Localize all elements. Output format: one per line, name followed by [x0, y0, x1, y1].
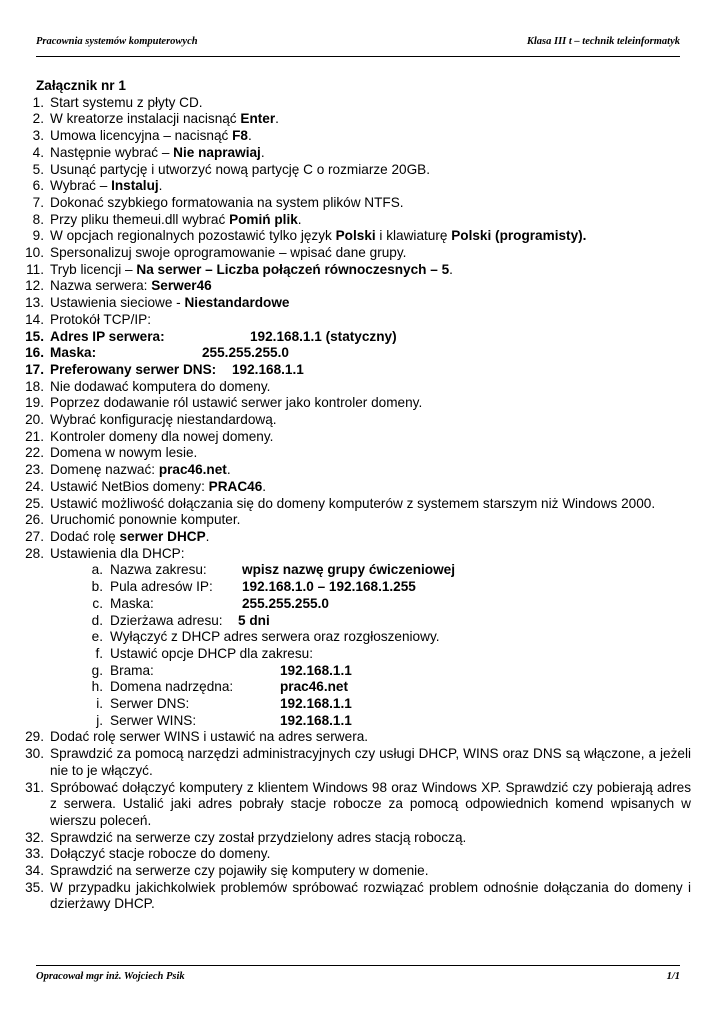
sub-item-body	[110, 646, 313, 663]
list-item	[16, 429, 691, 446]
list-item	[16, 312, 691, 329]
item-text	[50, 278, 691, 295]
sub-list-item	[88, 679, 691, 696]
item-emphasis: 255.255.255.0	[202, 345, 289, 361]
item-number: 12.	[25, 278, 44, 294]
item-text	[50, 412, 691, 429]
item-number: 15.	[25, 328, 44, 344]
list-item	[16, 512, 691, 529]
item-text-part: .	[158, 178, 163, 194]
item-number: 5.	[32, 161, 44, 177]
item-text	[50, 312, 691, 329]
item-emphasis: prac46.net	[158, 462, 227, 478]
item-emphasis: Enter	[240, 111, 276, 127]
item-text: Spróbować dołączyć komputery z klientem Windows 98 oraz Windows XP. Sprawdzić czy pobierają adres z serwera. Ustalić jaki adres pobrały stacje robocze za pomocą odpowiednich komend wpisanych w wierszu poleceń.	[50, 779, 691, 828]
header-right-text: Klasa III t – technik teleinformatyk	[526, 36, 680, 47]
item-emphasis: Polski (programisty).	[451, 228, 587, 244]
item-number: 32.	[25, 829, 44, 845]
sub-item-letter: h.	[91, 679, 103, 695]
item-number: 16.	[25, 345, 44, 361]
item-number: 13.	[25, 295, 44, 311]
list-item	[16, 780, 691, 830]
sub-item-label: Domena nadrzędna:	[110, 679, 234, 695]
list-item	[16, 379, 691, 396]
item-text	[50, 379, 691, 396]
item-text: Sprawdzić za pomocą narzędzi administracyjnych czy usługi DHCP, WINS oraz DNS są włączone, a jeżeli nie to je włączyć.	[50, 746, 691, 778]
item-text-part: Dokonać szybkiego formatowania na system plików NTFS.	[50, 194, 404, 210]
item-text	[50, 145, 691, 162]
document-title: Załącznik nr 1	[36, 78, 126, 93]
item-number: 30.	[25, 746, 44, 762]
list-item	[16, 445, 691, 462]
item-text: Dodać rolę serwer WINS i ustawić na adres serwera.	[50, 729, 369, 745]
item-emphasis: Pomiń plik	[229, 211, 298, 227]
item-text: Sprawdzić na serwerze czy został przydzielony adres stacją roboczą.	[50, 829, 467, 845]
sub-list-item	[88, 629, 691, 646]
list-item	[16, 496, 691, 513]
item-number: 18.	[25, 378, 44, 394]
sub-item-value: 192.168.1.1	[280, 712, 352, 728]
list-item	[16, 746, 691, 779]
item-text-part: .	[247, 128, 252, 144]
item-number: 3.	[32, 128, 44, 144]
item-text-part: .	[449, 261, 453, 277]
item-emphasis: 192.168.1.1	[232, 361, 304, 377]
sub-list-item	[88, 596, 691, 613]
list-item	[16, 178, 691, 195]
item-text	[50, 295, 691, 312]
item-text	[50, 479, 691, 496]
sub-item-letter: g.	[91, 662, 103, 678]
sub-item-body	[110, 629, 440, 646]
item-number: 33.	[25, 846, 44, 862]
list-item	[16, 329, 691, 346]
item-text	[50, 546, 691, 563]
list-item	[16, 846, 691, 863]
item-text	[50, 162, 691, 179]
sub-item-letter: a.	[91, 562, 103, 578]
item-text-part: .	[260, 144, 265, 160]
item-text-part: W opcjach regionalnych pozostawić tylko język	[50, 228, 336, 244]
sub-item-label: Wyłączyć z DHCP adres serwera oraz rozgłoszeniowy.	[110, 629, 440, 645]
list-item	[16, 111, 691, 128]
item-text	[50, 496, 691, 513]
sub-list-item	[88, 579, 691, 596]
item-number: 9.	[32, 228, 44, 244]
item-text-part: Start systemu z płyty CD.	[50, 94, 203, 110]
item-number: 20.	[25, 412, 44, 428]
sub-item-body	[110, 679, 348, 696]
item-text-part: Tryb licencji –	[50, 261, 137, 277]
sub-item-label: Ustawić opcje DHCP dla zakresu:	[110, 645, 313, 661]
sub-list-item	[88, 696, 691, 713]
item-emphasis: Niestandardowe	[184, 295, 290, 311]
sub-item-label: Serwer WINS:	[110, 712, 197, 728]
item-text	[50, 512, 691, 529]
sub-item-value: wpisz nazwę grupy ćwiczeniowej	[242, 562, 456, 578]
item-text-part: Usunąć partycję i utworzyć nową partycję C o rozmiarze 20GB.	[50, 161, 431, 177]
sub-item-label: Brama:	[110, 662, 154, 678]
item-number: 7.	[32, 194, 44, 210]
item-text-part: Protokół TCP/IP:	[50, 311, 151, 327]
item-number: 31.	[25, 779, 44, 795]
list-item	[16, 362, 691, 379]
item-number: 2.	[32, 111, 44, 127]
sub-item-body	[110, 696, 352, 713]
sub-item-value: 192.168.1.0 – 192.168.1.255	[242, 579, 416, 595]
item-text-part: Następnie wybrać –	[50, 144, 174, 160]
item-number: 4.	[32, 144, 44, 160]
item-text: Dołączyć stacje robocze do domeny.	[50, 846, 271, 862]
item-text-part: Uruchomić ponownie komputer.	[50, 512, 241, 528]
item-text-part: Spersonalizuj swoje oprogramowanie – wpisać dane grupy.	[50, 245, 407, 261]
item-number: 24.	[25, 478, 44, 494]
item-emphasis: F8	[232, 128, 248, 144]
item-text-part: i klawiaturę	[375, 228, 452, 244]
sub-item-value: prac46.net	[280, 679, 349, 695]
list-item	[16, 479, 691, 496]
page-number: 1/1	[666, 971, 680, 982]
instruction-list-continued	[16, 729, 691, 913]
item-emphasis: Adres IP serwera:	[50, 328, 165, 344]
item-text	[50, 462, 691, 479]
item-text	[50, 95, 691, 112]
item-emphasis: Maska:	[50, 345, 97, 361]
sub-item-body	[110, 663, 352, 680]
item-text-part: Umowa licencyjna – nacisnąć	[50, 128, 233, 144]
document-body	[16, 78, 691, 913]
item-number: 23.	[25, 462, 44, 478]
sub-item-letter: c.	[92, 595, 103, 611]
sub-item-value: 192.168.1.1	[280, 696, 352, 712]
sub-item-body	[110, 713, 352, 730]
sub-item-letter: b.	[91, 579, 103, 595]
item-text	[50, 262, 691, 279]
item-text-part: Poprzez dodawanie ról ustawić serwer jako kontroler domeny.	[50, 395, 423, 411]
item-text	[50, 445, 691, 462]
item-number: 34.	[25, 863, 44, 879]
item-number: 35.	[25, 879, 44, 895]
item-text	[50, 529, 691, 546]
list-item	[16, 462, 691, 479]
sub-list-item	[88, 646, 691, 663]
item-text-part: Ustawić możliwość dołączania się do domeny komputerów z systemem starszym niż Windows 2000.	[50, 495, 656, 511]
item-text	[50, 128, 691, 145]
item-text	[50, 111, 691, 128]
list-item	[16, 395, 691, 412]
item-number: 11.	[26, 261, 44, 277]
sub-item-label: Dzierżawa adresu:	[110, 612, 223, 628]
sub-list-item	[88, 613, 691, 630]
item-number: 17.	[25, 361, 44, 377]
list-item	[16, 529, 691, 546]
item-text-part: Domenę nazwać:	[50, 462, 159, 478]
item-text	[50, 228, 691, 245]
item-number: 21.	[25, 428, 44, 444]
item-text-part: .	[262, 478, 267, 494]
list-item	[16, 295, 691, 312]
list-item	[16, 128, 691, 145]
item-text-part: .	[275, 111, 279, 127]
item-text-part: Nazwa serwera:	[50, 278, 152, 294]
item-text-part: .	[226, 462, 231, 478]
list-item	[16, 278, 691, 295]
sub-list-item	[88, 663, 691, 680]
item-text-part: Wybrać –	[50, 178, 112, 194]
item-number: 6.	[32, 178, 44, 194]
item-number: 28.	[25, 545, 44, 561]
item-emphasis: Instaluj	[111, 178, 159, 194]
item-emphasis: Serwer46	[151, 278, 212, 294]
item-text	[50, 395, 691, 412]
list-item	[16, 412, 691, 429]
item-number: 19.	[25, 395, 44, 411]
sub-item-value: 255.255.255.0	[242, 595, 329, 611]
sub-item-letter: i.	[96, 696, 103, 712]
item-text	[50, 245, 691, 262]
sub-item-body	[110, 562, 455, 579]
item-emphasis: 192.168.1.1 (statyczny)	[250, 328, 397, 344]
footer-author: Opracował mgr inż. Wojciech Psik	[36, 971, 185, 982]
header-left-text: Pracownia systemów komputerowych	[36, 36, 198, 47]
item-text-part: Przy pliku themeui.dll wybrać	[50, 211, 230, 227]
item-text: Sprawdzić na serwerze czy pojawiły się komputery w domenie.	[50, 863, 429, 879]
sub-item-body	[110, 613, 270, 630]
item-text	[50, 329, 691, 346]
sub-item-label: Pula adresów IP:	[110, 579, 213, 595]
sub-item-value: 5 dni	[238, 612, 270, 628]
item-text-part: Nie dodawać komputera do domeny.	[50, 378, 271, 394]
item-emphasis: serwer DHCP	[119, 528, 206, 544]
sub-item-value: 192.168.1.1	[280, 662, 352, 678]
item-number: 8.	[32, 211, 44, 227]
list-item	[16, 228, 691, 245]
item-text	[50, 345, 691, 362]
item-text-part: .	[205, 528, 210, 544]
item-emphasis: Preferowany serwer DNS:	[50, 361, 217, 377]
item-number: 25.	[25, 495, 44, 511]
item-text-part: Dodać rolę	[50, 528, 120, 544]
sub-item-body	[110, 596, 329, 613]
item-text	[50, 429, 691, 446]
item-emphasis: Nie naprawiaj	[173, 144, 261, 160]
item-emphasis: Polski	[335, 228, 376, 244]
item-text	[50, 178, 691, 195]
list-item	[16, 830, 691, 847]
item-text-part: Ustawić NetBios domeny:	[50, 478, 209, 494]
item-text-part: .	[297, 211, 302, 227]
item-text-part: Wybrać konfigurację niestandardową.	[50, 412, 277, 428]
item-emphasis: Na serwer – Liczba połączeń równoczesnych – 5	[136, 261, 450, 277]
dhcp-settings-list	[16, 562, 691, 729]
item-number: 26.	[25, 512, 44, 528]
list-item	[16, 195, 691, 212]
page-header	[36, 30, 680, 57]
page-footer	[36, 965, 680, 982]
sub-item-label: Nazwa zakresu:	[110, 562, 207, 578]
item-text: W przypadku jakichkolwiek problemów spróbować rozwiązać problem odnośnie dołączania do domeny i dzierżawy DHCP.	[50, 879, 691, 912]
list-item	[16, 262, 691, 279]
item-text	[50, 195, 691, 212]
item-number: 22.	[25, 445, 44, 461]
item-number: 1.	[32, 94, 44, 110]
item-emphasis: PRAC46	[208, 478, 263, 494]
list-item	[16, 546, 691, 563]
list-item	[16, 729, 691, 746]
list-item	[16, 880, 691, 913]
sub-item-letter: d.	[91, 612, 103, 628]
list-item	[16, 345, 691, 362]
list-item	[16, 245, 691, 262]
item-number: 27.	[25, 528, 44, 544]
sub-item-letter: f.	[95, 645, 103, 661]
item-number: 14.	[25, 311, 44, 327]
list-item	[16, 212, 691, 229]
sub-item-letter: e.	[91, 629, 103, 645]
item-number: 10.	[25, 245, 44, 261]
instruction-list	[16, 95, 691, 563]
item-text-part: W kreatorze instalacji nacisnąć	[50, 111, 241, 127]
sub-item-label: Serwer DNS:	[110, 696, 190, 712]
sub-item-label: Maska:	[110, 595, 154, 611]
item-text-part: Domena w nowym lesie.	[50, 445, 198, 461]
sub-list-item	[88, 562, 691, 579]
list-item	[16, 863, 691, 880]
sub-item-letter: j.	[96, 712, 103, 728]
item-text-part: Ustawienia dla DHCP:	[50, 545, 185, 561]
list-item	[16, 145, 691, 162]
item-text-part: Ustawienia sieciowe -	[50, 295, 185, 311]
item-text	[50, 362, 691, 379]
sub-list-item	[88, 713, 691, 730]
sub-item-body	[110, 579, 416, 596]
item-text-part: Kontroler domeny dla nowej domeny.	[50, 428, 274, 444]
item-number: 29.	[25, 729, 44, 745]
item-text	[50, 212, 691, 229]
list-item	[16, 95, 691, 112]
list-item	[16, 162, 691, 179]
